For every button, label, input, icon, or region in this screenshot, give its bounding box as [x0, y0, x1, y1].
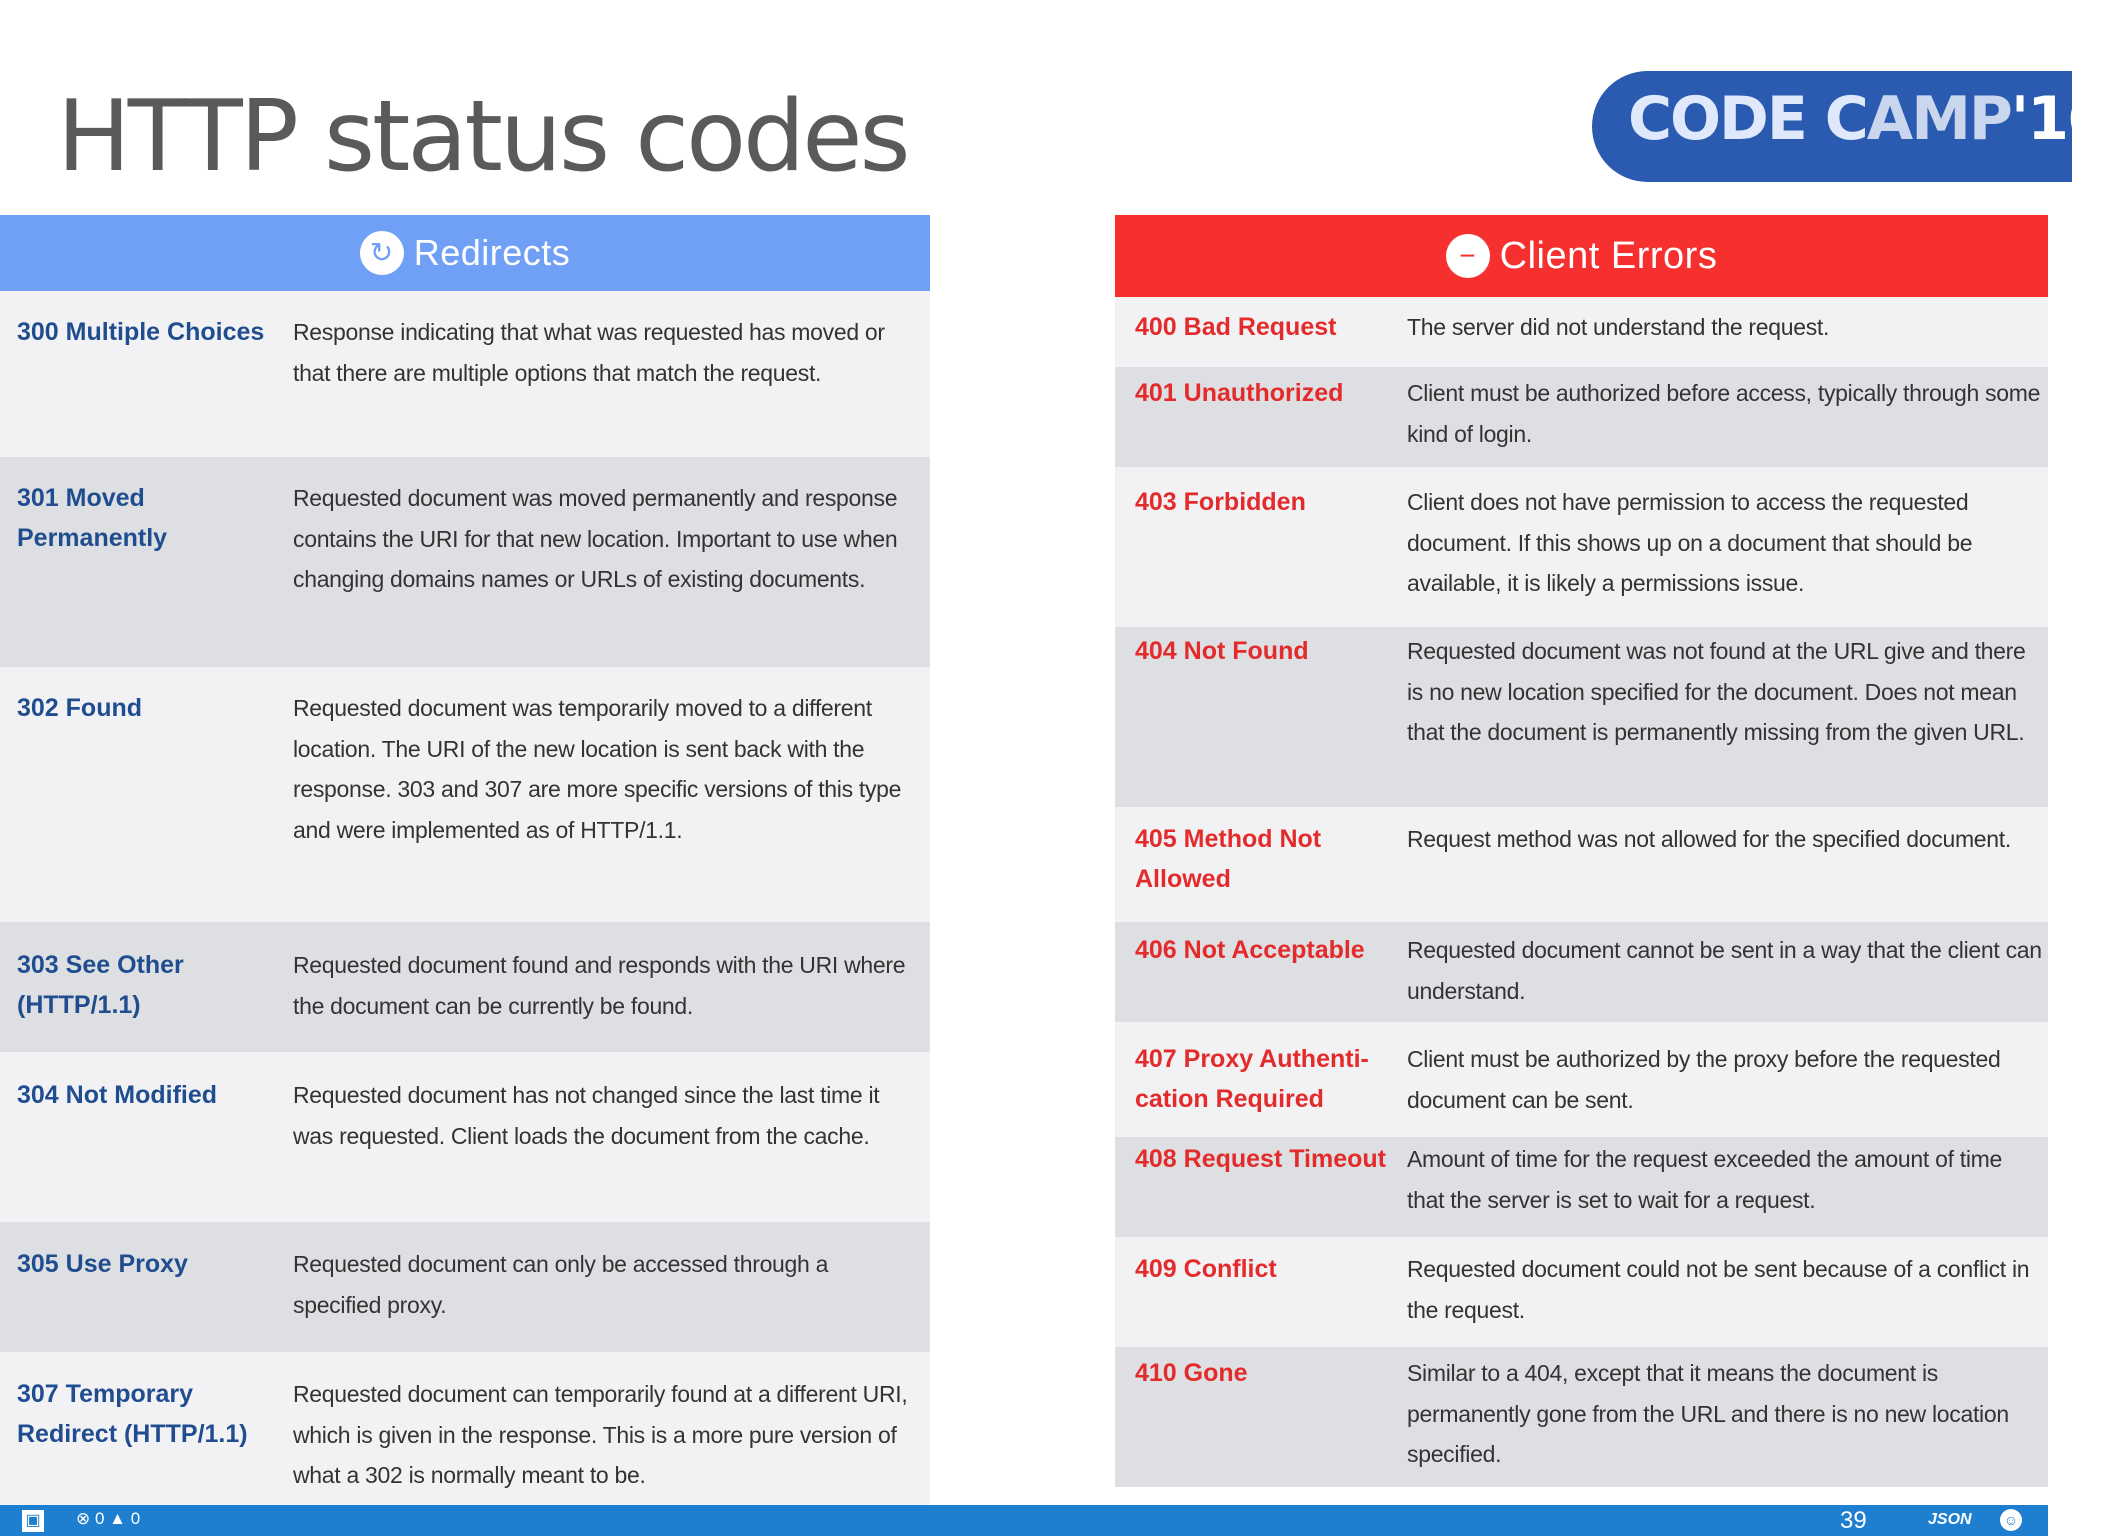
- remote-icon[interactable]: ▣: [22, 1510, 44, 1532]
- status-bar: [0, 1505, 2048, 1536]
- client-errors-panel: [1115, 215, 2048, 1505]
- status-description: Requested document found and responds with the URI where the document can be currently be found.: [293, 952, 906, 1019]
- status-description: Requested document cannot be sent in a way that the client can understand.: [1407, 937, 2042, 1004]
- status-code: 302 Found: [17, 694, 143, 722]
- status-description: Amount of time for the request exceeded the amount of time that the server is set to wait for a request.: [1407, 1146, 2002, 1213]
- status-code: 407 Proxy Authenti- cation Required: [1135, 1045, 1369, 1113]
- status-code: 303 See Other (HTTP/1.1): [17, 951, 184, 1019]
- status-description: The server did not understand the request.: [1407, 314, 1830, 340]
- slide-title: HTTP status codes: [57, 80, 908, 194]
- table-row: [1115, 367, 2048, 467]
- table-row: [0, 1052, 930, 1222]
- status-description: Requested document was not found at the URL give and there is no new location specified for the document. Does not mean that the document is permanently missing from the given URL.: [1407, 638, 2026, 745]
- table-row: [0, 1352, 930, 1512]
- redirects-table: [0, 291, 930, 1512]
- status-code: 307 Temporary Redirect (HTTP/1.1): [17, 1380, 248, 1448]
- status-code: 408 Request Timeout: [1135, 1145, 1387, 1173]
- client-errors-header: [1115, 215, 2048, 297]
- table-row: [1115, 467, 2048, 627]
- status-description: Requested document was moved permanently and response contains the URI for that new location. Important to use when changing domains names or URLs of existing documents.: [293, 485, 898, 592]
- status-description: Requested document has not changed since the last time it was requested. Client loads the document from the cache.: [293, 1082, 880, 1149]
- table-row: [1115, 807, 2048, 922]
- problems-indicator[interactable]: ⊗ 0 ▲ 0: [76, 1509, 141, 1528]
- table-row: [0, 667, 930, 922]
- refresh-icon: ↻: [360, 231, 404, 275]
- table-row: [1115, 627, 2048, 807]
- minus-circle-icon: −: [1446, 234, 1490, 278]
- status-description: Response indicating that what was requested has moved or that there are multiple options that match the request.: [293, 319, 885, 386]
- table-row: [1115, 1237, 2048, 1347]
- table-row: [1115, 1022, 2048, 1137]
- status-description: Requested document can temporarily found at a different URI, which is given in the response. This is a more pure version of what a 302 is normally meant to be.: [293, 1381, 908, 1488]
- status-description: Requested document could not be sent because of a conflict in the request.: [1407, 1256, 2030, 1323]
- status-description: Similar to a 404, except that it means the document is permanently gone from the URL and there is no new location specified.: [1407, 1360, 2009, 1467]
- page-number: 39: [1840, 1507, 1867, 1534]
- table-row: [1115, 1137, 2048, 1237]
- status-code: 406 Not Acceptable: [1135, 936, 1365, 964]
- status-code: 405 Method Not Allowed: [1135, 825, 1322, 893]
- status-code: 301 Moved Permanently: [17, 484, 168, 552]
- table-row: [0, 922, 930, 1052]
- status-code: 300 Multiple Choices: [17, 318, 265, 346]
- logo-text: CODE CAMP'16: [1628, 84, 2107, 154]
- status-description: Client must be authorized by the proxy before the requested document can be sent.: [1407, 1046, 2001, 1113]
- client-errors-header-label: Client Errors: [1499, 234, 1718, 277]
- status-code: 304 Not Modified: [17, 1081, 218, 1109]
- codecamp-logo: [1592, 71, 2107, 182]
- table-row: [0, 1222, 930, 1352]
- status-code: 410 Gone: [1135, 1359, 1248, 1387]
- status-code: 401 Unauthorized: [1135, 379, 1344, 407]
- table-row: [1115, 1347, 2048, 1487]
- status-code: 403 Forbidden: [1135, 488, 1306, 516]
- redirects-header: [0, 215, 930, 291]
- status-description: Requested document was temporarily moved to a different location. The URI of the new location is sent back with the response. 303 and 307 are more specific versions of this type and were implemented as of HTTP/1.1.: [293, 695, 902, 843]
- status-code: 404 Not Found: [1135, 637, 1309, 665]
- smiley-icon[interactable]: ☺: [2000, 1509, 2022, 1531]
- redirects-header-label: Redirects: [413, 232, 571, 273]
- status-code: 400 Bad Request: [1135, 313, 1337, 341]
- status-code: 409 Conflict: [1135, 1255, 1277, 1283]
- table-row: [1115, 922, 2048, 1022]
- table-row: [0, 291, 930, 457]
- status-code: 305 Use Proxy: [17, 1250, 188, 1278]
- table-row: [1115, 297, 2048, 367]
- status-description: Request method was not allowed for the specified document.: [1407, 826, 2011, 852]
- status-description: Client does not have permission to access the requested document. If this shows up on a document that should be available, it is likely a permissions issue.: [1407, 489, 1973, 596]
- language-mode[interactable]: JSON: [1928, 1511, 1972, 1528]
- redirects-panel: [0, 215, 930, 1505]
- status-description: Requested document can only be accessed through a specified proxy.: [293, 1251, 829, 1318]
- client-errors-table: [1115, 297, 2048, 1487]
- table-row: [0, 457, 930, 667]
- status-description: Client must be authorized before access, typically through some kind of login.: [1407, 380, 2041, 447]
